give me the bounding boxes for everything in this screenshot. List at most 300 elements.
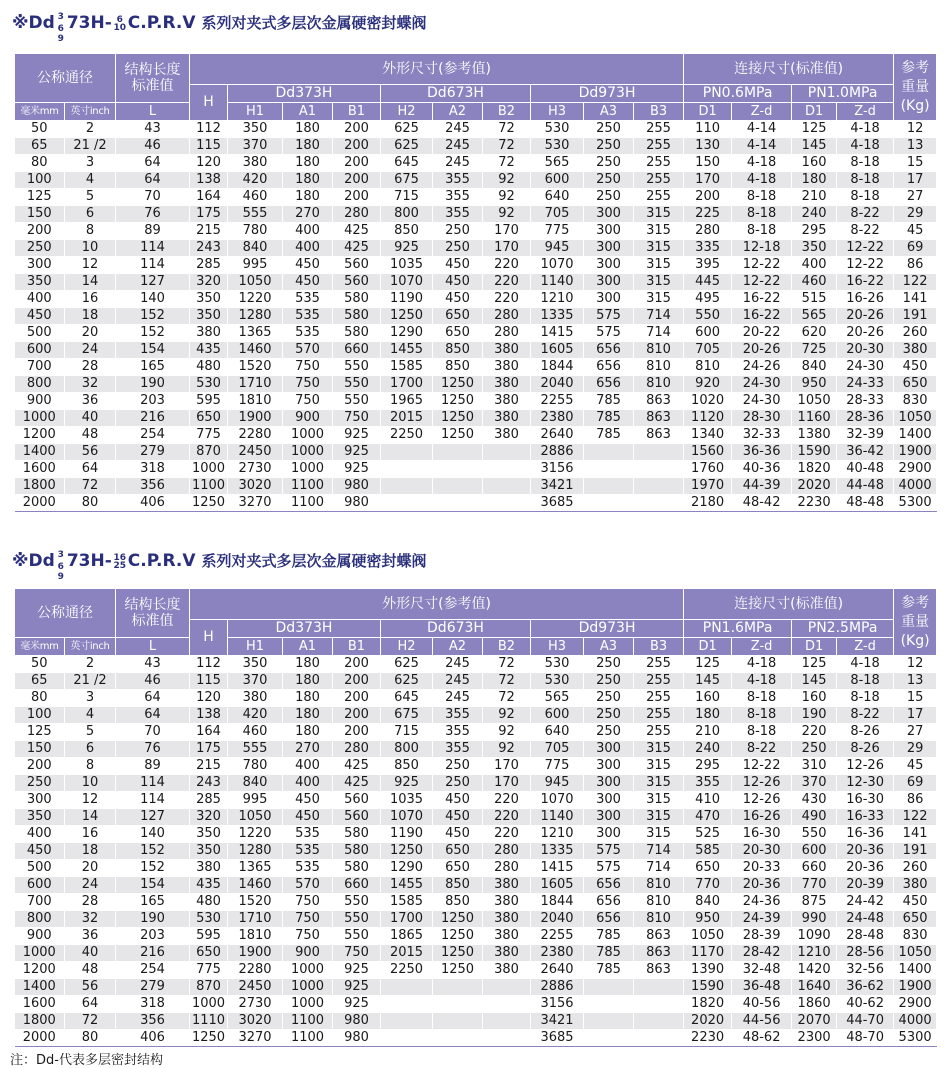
table-cell: 36-48 xyxy=(732,979,792,996)
table-cell: 320 xyxy=(190,809,228,826)
header-b1: B1 xyxy=(333,103,381,121)
table-cell: 400 xyxy=(15,291,65,308)
table-cell: 210 xyxy=(684,724,732,741)
table-cell: 1190 xyxy=(381,826,433,843)
table-cell: 122 xyxy=(894,274,937,291)
table-row xyxy=(15,758,937,775)
table-cell: 1250 xyxy=(190,1030,228,1047)
table-cell: 555 xyxy=(228,741,283,758)
table-row xyxy=(15,172,937,189)
table-cell: 8-26 xyxy=(837,724,894,741)
table-cell: 530 xyxy=(190,376,228,393)
table-cell: 215 xyxy=(190,758,228,775)
table-cell: 810 xyxy=(684,359,732,376)
table-cell: 72 xyxy=(483,138,531,155)
table-cell: 980 xyxy=(333,478,381,495)
table-cell: 112 xyxy=(190,121,228,138)
table-cell: 14 xyxy=(65,274,116,291)
table-cell: 170 xyxy=(483,758,531,775)
table-cell: 425 xyxy=(333,240,381,257)
table-cell: 6 xyxy=(65,206,116,223)
table-cell: 3421 xyxy=(531,1013,584,1030)
header-a2: A2 xyxy=(433,638,483,656)
table-cell: 220 xyxy=(483,257,531,274)
table-cell: 660 xyxy=(333,342,381,359)
table-cell: 13 xyxy=(894,138,937,155)
table-cell: 1380 xyxy=(792,427,837,444)
table-cell: 180 xyxy=(283,673,333,690)
table-cell: 315 xyxy=(634,741,684,758)
title-suffix: C.P.R.V xyxy=(127,13,196,33)
table-cell: 600 xyxy=(15,877,65,894)
table-cell: 46 xyxy=(116,138,190,155)
table-cell: 650 xyxy=(433,308,483,325)
table-cell: 86 xyxy=(894,257,937,274)
table-cell: 28-30 xyxy=(732,410,792,427)
table-cell: 260 xyxy=(894,325,937,342)
table-cell: 400 xyxy=(15,826,65,843)
table-cell: 1365 xyxy=(228,325,283,342)
table-cell: 29 xyxy=(894,206,937,223)
table-cell: 660 xyxy=(792,860,837,877)
table-cell: 20-36 xyxy=(837,860,894,877)
table-cell: 145 xyxy=(792,673,837,690)
table-cell: 300 xyxy=(584,257,634,274)
table-cell: 245 xyxy=(433,690,483,707)
table-cell: 4-14 xyxy=(732,138,792,155)
table-cell: 675 xyxy=(381,707,433,724)
table-cell: 1290 xyxy=(381,325,433,342)
table-cell: 138 xyxy=(190,172,228,189)
table-cell: 20 xyxy=(65,325,116,342)
table-cell: 127 xyxy=(116,274,190,291)
table-cell: 550 xyxy=(333,894,381,911)
table-cell: 1250 xyxy=(381,308,433,325)
table-cell: 650 xyxy=(433,843,483,860)
table-title-1 xyxy=(12,8,427,44)
table-cell: 32 xyxy=(65,376,116,393)
table-cell: 216 xyxy=(116,410,190,427)
table-cell: 255 xyxy=(634,656,684,673)
table-cell: 8-18 xyxy=(837,189,894,206)
table-cell: 254 xyxy=(116,962,190,979)
table-cell: 245 xyxy=(433,673,483,690)
table-cell: 280 xyxy=(483,325,531,342)
table-cell: 355 xyxy=(433,189,483,206)
table-cell: 1210 xyxy=(792,945,837,962)
table-cell: 13 xyxy=(894,673,937,690)
table-cell: 48-62 xyxy=(732,1030,792,1047)
table-cell: 72 xyxy=(65,478,116,495)
table-cell xyxy=(483,1030,531,1047)
table-row xyxy=(15,257,937,274)
table-cell: 1100 xyxy=(283,495,333,512)
table-cell: 600 xyxy=(792,843,837,860)
table-cell: 12 xyxy=(894,121,937,138)
table-cell: 435 xyxy=(190,342,228,359)
table-cell: 191 xyxy=(894,843,937,860)
table-row xyxy=(15,928,937,945)
table-cell: 180 xyxy=(283,189,333,206)
table-cell: 20-22 xyxy=(732,325,792,342)
table-row xyxy=(15,342,937,359)
table-cell: 750 xyxy=(283,911,333,928)
table-cell: 355 xyxy=(433,206,483,223)
table-cell: 255 xyxy=(634,724,684,741)
table-cell: 46 xyxy=(116,673,190,690)
table-cell: 380 xyxy=(894,342,937,359)
table-cell xyxy=(584,478,634,495)
table-cell: 243 xyxy=(190,240,228,257)
table-cell: 92 xyxy=(483,707,531,724)
table-cell: 44-48 xyxy=(837,478,894,495)
table-cell: 585 xyxy=(684,843,732,860)
table-cell: 72 xyxy=(483,673,531,690)
table-cell: 200 xyxy=(15,223,65,240)
table-cell: 200 xyxy=(333,138,381,155)
table-cell: 300 xyxy=(584,206,634,223)
table-cell: 24-26 xyxy=(732,359,792,376)
table-cell: 925 xyxy=(333,962,381,979)
table-cell: 450 xyxy=(433,274,483,291)
header-dd973h: Dd973H xyxy=(531,620,684,638)
table-cell: 350 xyxy=(228,121,283,138)
table-cell: 660 xyxy=(333,877,381,894)
table-cell xyxy=(584,444,634,461)
table-cell: 220 xyxy=(483,792,531,809)
table-cell: 875 xyxy=(792,894,837,911)
table-cell: 8-22 xyxy=(837,206,894,223)
table-cell: 100 xyxy=(15,707,65,724)
table-cell: 175 xyxy=(190,741,228,758)
table-cell: 318 xyxy=(116,461,190,478)
table-cell: 425 xyxy=(333,775,381,792)
table-cell: 36-42 xyxy=(837,444,894,461)
header-a1: A1 xyxy=(283,638,333,656)
table-cell: 8-18 xyxy=(837,673,894,690)
table-cell: 625 xyxy=(381,656,433,673)
table-cell: 1250 xyxy=(433,410,483,427)
table-cell: 20-26 xyxy=(837,325,894,342)
table-cell: 550 xyxy=(684,308,732,325)
table-cell xyxy=(381,444,433,461)
table-row xyxy=(15,393,937,410)
table-cell: 112 xyxy=(190,656,228,673)
table-cell: 380 xyxy=(483,962,531,979)
table-cell: 620 xyxy=(792,325,837,342)
table-cell: 656 xyxy=(584,894,634,911)
table-cell: 840 xyxy=(792,359,837,376)
table-cell: 2015 xyxy=(381,410,433,427)
table-cell: 750 xyxy=(283,393,333,410)
header-pn-a: PN0.6MPa xyxy=(684,85,792,103)
table-cell: 18 xyxy=(65,843,116,860)
table-cell: 8-18 xyxy=(837,155,894,172)
table-cell: 300 xyxy=(584,741,634,758)
table-cell: 44-70 xyxy=(837,1013,894,1030)
table-cell: 203 xyxy=(116,928,190,945)
table-cell: 1050 xyxy=(228,274,283,291)
table-cell: 24-39 xyxy=(732,911,792,928)
table-cell: 92 xyxy=(483,741,531,758)
table-cell: 200 xyxy=(333,673,381,690)
table-cell: 1200 xyxy=(15,962,65,979)
table-cell: 650 xyxy=(894,376,937,393)
table-cell: 180 xyxy=(283,707,333,724)
table-cell: 250 xyxy=(584,189,634,206)
table-cell: 16-22 xyxy=(837,274,894,291)
table-cell: 200 xyxy=(333,724,381,741)
table-cell: 28-39 xyxy=(732,928,792,945)
table-cell: 350 xyxy=(190,308,228,325)
header-nominal-diameter: 公称通径 xyxy=(15,589,116,638)
table-cell: 250 xyxy=(584,172,634,189)
table-cell: 675 xyxy=(381,172,433,189)
pressure-top: 6 xyxy=(116,15,123,25)
table-row xyxy=(15,894,937,911)
table-cell: 280 xyxy=(483,308,531,325)
table-cell: 1250 xyxy=(433,427,483,444)
table-cell: 1250 xyxy=(433,962,483,979)
table-cell: 32-48 xyxy=(732,962,792,979)
table-cell: 24-48 xyxy=(837,911,894,928)
table-cell: 770 xyxy=(684,877,732,894)
table-cell: 495 xyxy=(684,291,732,308)
table-cell: 45 xyxy=(894,758,937,775)
table-cell: 380 xyxy=(483,359,531,376)
table-cell xyxy=(483,979,531,996)
table-cell: 380 xyxy=(483,376,531,393)
table-cell: 450 xyxy=(433,809,483,826)
table-cell: 1335 xyxy=(531,308,584,325)
table-cell: 355 xyxy=(433,741,483,758)
table-cell: 48-70 xyxy=(837,1030,894,1047)
table-cell: 180 xyxy=(283,138,333,155)
table-cell: 8-18 xyxy=(732,223,792,240)
table-body xyxy=(15,121,937,512)
table-cell: 850 xyxy=(433,359,483,376)
table-cell: 24 xyxy=(65,342,116,359)
table-cell: 945 xyxy=(531,240,584,257)
table-cell xyxy=(433,478,483,495)
table-cell: 450 xyxy=(283,257,333,274)
table-cell: 6 xyxy=(65,741,116,758)
table-cell: 785 xyxy=(584,945,634,962)
table-row xyxy=(15,155,937,172)
table-cell xyxy=(483,495,531,512)
table-cell: 435 xyxy=(190,877,228,894)
table-cell: 535 xyxy=(283,325,333,342)
table-cell: 12-26 xyxy=(732,792,792,809)
table-cell: 20 xyxy=(65,860,116,877)
table-cell: 600 xyxy=(15,342,65,359)
table-row xyxy=(15,724,937,741)
table-cell: 355 xyxy=(433,172,483,189)
table-cell: 490 xyxy=(792,809,837,826)
table-row xyxy=(15,359,937,376)
table-cell: 300 xyxy=(584,291,634,308)
table-cell: 48 xyxy=(65,427,116,444)
header-h2: H2 xyxy=(381,638,433,656)
table-cell: 445 xyxy=(684,274,732,291)
table-cell: 285 xyxy=(190,257,228,274)
table-cell: 180 xyxy=(283,690,333,707)
table-cell: 17 xyxy=(894,172,937,189)
table-cell: 1100 xyxy=(190,478,228,495)
table-cell: 1340 xyxy=(684,427,732,444)
table-row xyxy=(15,240,937,257)
header-weight: 参考 重量 (Kg) xyxy=(894,589,937,656)
table-cell: 44-39 xyxy=(732,478,792,495)
table-row xyxy=(15,206,937,223)
table-cell: 160 xyxy=(792,155,837,172)
table-cell: 200 xyxy=(333,155,381,172)
table-cell: 152 xyxy=(116,860,190,877)
table-row xyxy=(15,843,937,860)
table-cell: 335 xyxy=(684,240,732,257)
table-cell: 1965 xyxy=(381,393,433,410)
header-weight: 参考 重量 (Kg) xyxy=(894,54,937,121)
header-h2: H2 xyxy=(381,103,433,121)
table-cell: 76 xyxy=(116,741,190,758)
table-cell: 575 xyxy=(584,843,634,860)
table-cell: 1050 xyxy=(894,410,937,427)
table-cell: 350 xyxy=(190,826,228,843)
header-dimensions: 外形尺寸(参考值) xyxy=(190,589,684,620)
table-cell: 245 xyxy=(433,656,483,673)
table-cell: 12-18 xyxy=(732,240,792,257)
table-cell: 20-39 xyxy=(837,877,894,894)
header-pn-b: PN2.5MPa xyxy=(792,620,894,638)
table-cell: 640 xyxy=(531,189,584,206)
table-cell: 254 xyxy=(116,427,190,444)
table-cell: 550 xyxy=(333,376,381,393)
header-l: L xyxy=(116,103,190,121)
table-cell: 170 xyxy=(483,223,531,240)
header-pn-b: PN1.0MPa xyxy=(792,85,894,103)
table-cell: 14 xyxy=(65,809,116,826)
table-cell: 650 xyxy=(433,325,483,342)
table-cell: 150 xyxy=(684,155,732,172)
table-cell: 160 xyxy=(792,690,837,707)
table-cell: 750 xyxy=(283,928,333,945)
table-cell: 32-39 xyxy=(837,427,894,444)
table-cell: 863 xyxy=(634,427,684,444)
table-cell: 1460 xyxy=(228,342,283,359)
header-dd673h: Dd673H xyxy=(381,620,531,638)
table-cell: 5300 xyxy=(894,1030,937,1047)
table-cell: 3270 xyxy=(228,495,283,512)
table-cell: 285 xyxy=(190,792,228,809)
table-cell: 356 xyxy=(116,1013,190,1030)
table-cell: 24-30 xyxy=(732,376,792,393)
table-cell: 2230 xyxy=(792,495,837,512)
table-row xyxy=(15,291,937,308)
table-cell: 770 xyxy=(792,877,837,894)
table-cell: 1000 xyxy=(283,996,333,1013)
table-cell: 300 xyxy=(584,775,634,792)
table-cell: 990 xyxy=(792,911,837,928)
table-cell xyxy=(381,1013,433,1030)
table-cell: 425 xyxy=(333,223,381,240)
table-cell: 20-33 xyxy=(732,860,792,877)
table-cell: 4-18 xyxy=(732,656,792,673)
table-cell: 1365 xyxy=(228,860,283,877)
table-cell: 380 xyxy=(483,877,531,894)
table-cell: 27 xyxy=(894,724,937,741)
title-pressure-fraction xyxy=(112,8,128,38)
table-cell: 1120 xyxy=(684,410,732,427)
table-cell: 2886 xyxy=(531,444,584,461)
table-cell: 150 xyxy=(15,206,65,223)
table-cell: 28-36 xyxy=(837,410,894,427)
table-cell xyxy=(634,1013,684,1030)
table-cell: 1865 xyxy=(381,928,433,945)
table-cell: 76 xyxy=(116,206,190,223)
table-cell: 24-33 xyxy=(837,376,894,393)
table-row xyxy=(15,1013,937,1030)
table-cell: 215 xyxy=(190,223,228,240)
table-cell: 530 xyxy=(531,656,584,673)
table-cell: 1190 xyxy=(381,291,433,308)
table-cell: 154 xyxy=(116,877,190,894)
table-cell: 863 xyxy=(634,928,684,945)
table-cell: 3020 xyxy=(228,1013,283,1030)
table-row xyxy=(15,809,937,826)
table-cell xyxy=(634,996,684,1013)
header-d1-b: D1 xyxy=(792,638,837,656)
table-row xyxy=(15,775,937,792)
table-cell: 72 xyxy=(483,690,531,707)
table-cell: 870 xyxy=(190,444,228,461)
table-cell: 255 xyxy=(634,673,684,690)
table-row xyxy=(15,741,937,758)
table-cell: 1050 xyxy=(894,945,937,962)
table-cell: 240 xyxy=(684,741,732,758)
table-cell: 250 xyxy=(584,121,634,138)
table-cell: 27 xyxy=(894,189,937,206)
table-cell: 64 xyxy=(65,996,116,1013)
table-cell: 5 xyxy=(65,724,116,741)
table-cell: 4-18 xyxy=(837,121,894,138)
table-cell: 850 xyxy=(433,894,483,911)
table-cell: 550 xyxy=(333,911,381,928)
header-h: H xyxy=(190,85,228,121)
table-cell: 1900 xyxy=(894,979,937,996)
table-cell: 2230 xyxy=(684,1030,732,1047)
title-suffix: C.P.R.V xyxy=(127,551,196,571)
title-model: 73H- xyxy=(66,13,112,33)
table-cell: 44-56 xyxy=(732,1013,792,1030)
table-cell: 785 xyxy=(584,393,634,410)
table-cell: 356 xyxy=(116,478,190,495)
title-name: 系列对夹式多层次金属硬密封蝶阀 xyxy=(201,14,427,32)
table-cell: 2300 xyxy=(792,1030,837,1047)
table-cell: 560 xyxy=(333,257,381,274)
table-cell: 800 xyxy=(381,206,433,223)
table-cell: 450 xyxy=(433,826,483,843)
header-connection: 连接尺寸(标准值) xyxy=(684,589,894,620)
table-cell: 2640 xyxy=(531,962,584,979)
table-row xyxy=(15,325,937,342)
table-cell: 3685 xyxy=(531,495,584,512)
table-cell: 12-22 xyxy=(732,257,792,274)
table-cell: 250 xyxy=(584,707,634,724)
table-cell: 1210 xyxy=(531,291,584,308)
table-cell: 830 xyxy=(894,928,937,945)
table-row xyxy=(15,945,937,962)
table-cell: 780 xyxy=(228,758,283,775)
